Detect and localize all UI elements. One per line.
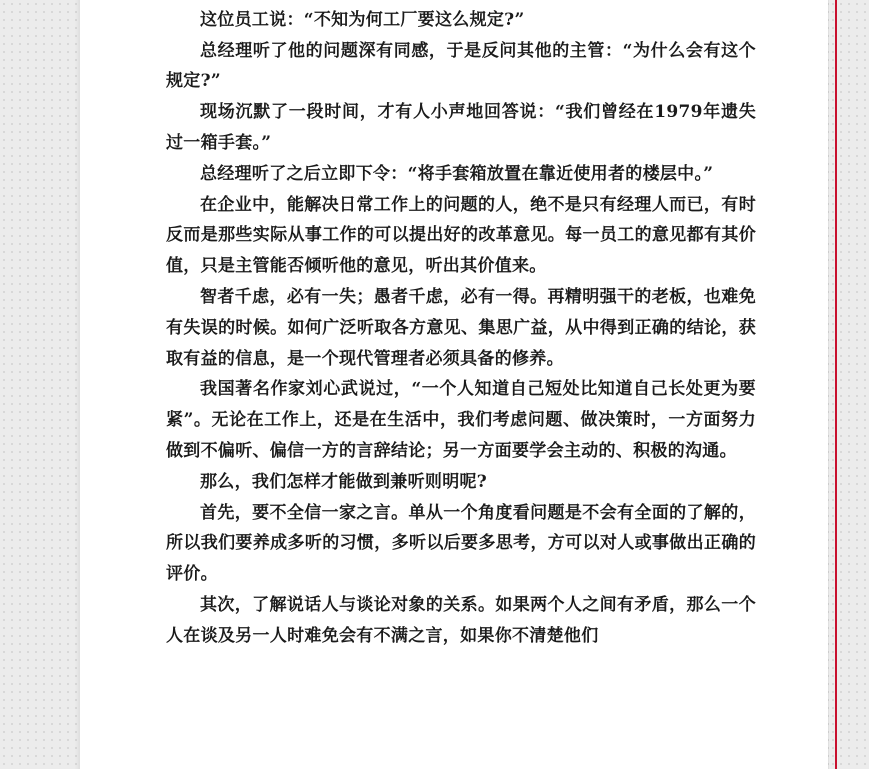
paragraph-10: 其次，了解说话人与谈论对象的关系。如果两个人之间有矛盾，那么一个人在谈及另一人时难免会有不满之言，如果你不清楚他们 [166, 594, 756, 646]
document-page [80, 0, 828, 769]
paragraph-2: 总经理听了他的问题深有同感，于是反问其他的主管：“为什么会有这个规定?” [166, 40, 756, 92]
paragraph-8: 那么，我们怎样才能做到兼听则明呢? [200, 471, 488, 492]
paragraph-6: 智者千虑，必有一失；愚者千虑，必有一得。再精明强干的老板，也难免有失误的时候。如何广泛听取各方意见、集思广益，从中得到正确的结论，获取有益的信息，是一个现代管理者必须具备的修养。 [166, 286, 756, 369]
paragraph-3: 现场沉默了一段时间，才有人小声地回答说：“我们曾经在1979年遗失过一箱手套。” [166, 102, 756, 153]
paragraph-1: 这位员工说：“不知为何工厂要这么规定?” [200, 9, 525, 30]
page-edge-rule [835, 0, 837, 769]
page-body-text [166, 0, 756, 652]
paragraph-7: 我国著名作家刘心武说过，“一个人知道自己短处比知道自己长处更为要紧”。无论在工作上，还是在生活中，我们考虑问题、做决策时，一方面努力做到不偏听、偏信一方的言辞结论；另一方面要学会主动的、积极的沟通。 [166, 379, 756, 461]
paragraph-9: 首先，要不全信一家之言。单从一个角度看问题是不会有全面的了解的，所以我们要养成多听的习惯，多听以后要多思考，方可以对人或事做出正确的评价。 [166, 502, 756, 585]
paragraph-4: 总经理听了之后立即下令：“将手套箱放置在靠近使用者的楼层中。” [200, 163, 714, 184]
paragraph-5: 在企业中，能解决日常工作上的问题的人，绝不是只有经理人而已，有时反而是那些实际从事工作的可以提出好的改革意见。每一员工的意见都有其价值，只是主管能否倾听他的意见，听出其价值来。 [166, 194, 756, 277]
